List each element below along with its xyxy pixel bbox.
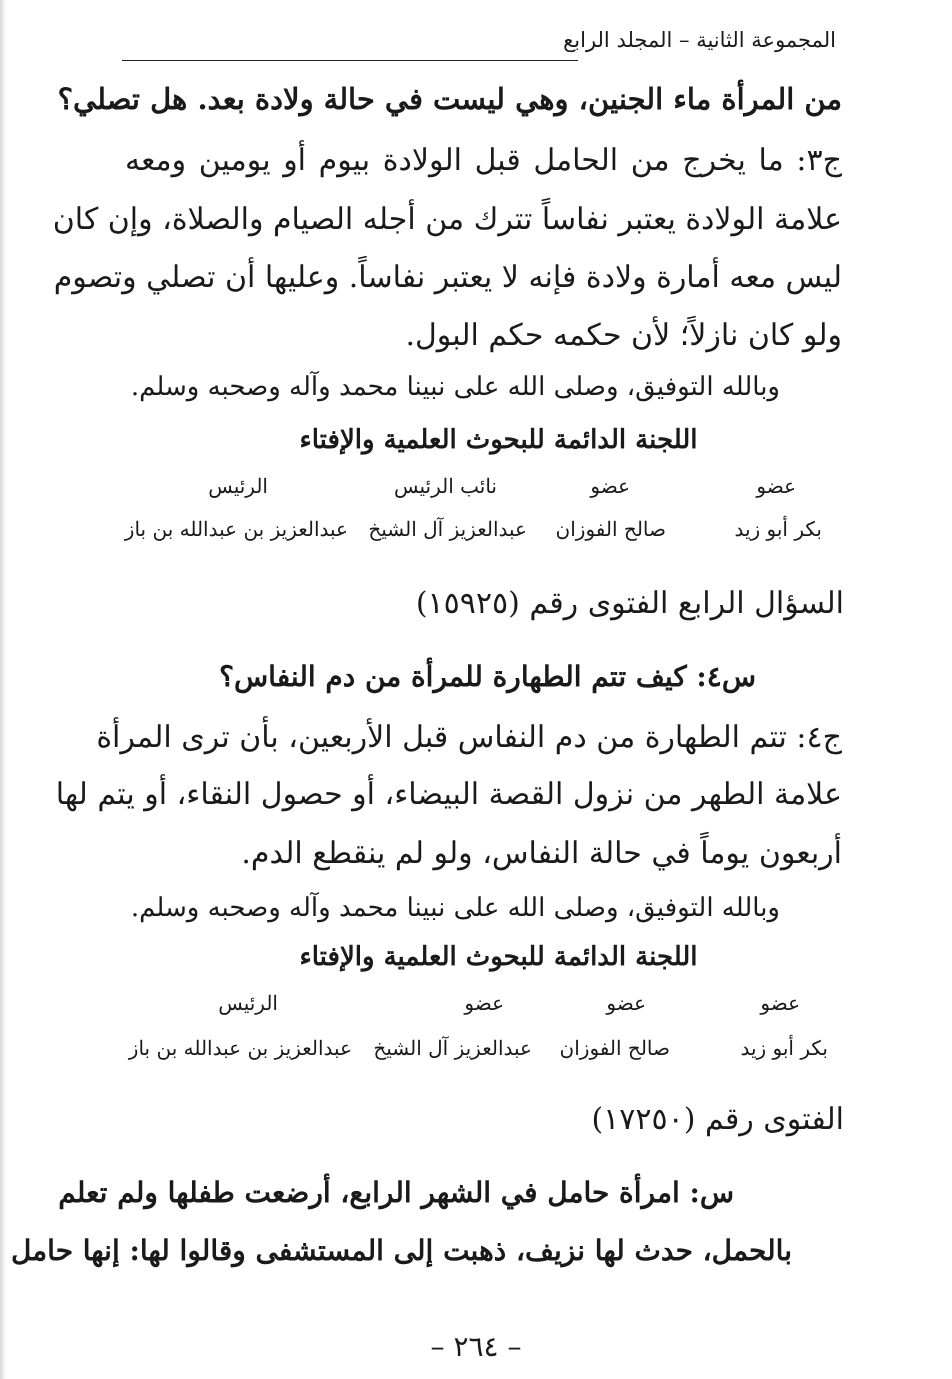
sig1-role-4: الرئيس [208,474,268,498]
sig2-name-2: صالح الفوزان [559,1036,670,1060]
sig2-role-4: الرئيس [218,991,278,1015]
committee-1: اللجنة الدائمة للبحوث العلمية والإفتاء [299,425,698,455]
question-5-line-2: بالحمل، حدث لها نزيف، ذهبت إلى المستشفى وقالوا لها: إنها حامل [10,1234,792,1267]
answer-3-line-2: علامة الولادة يعتبر نفاساً تترك من أجله الصيام والصلاة، وإن كان [52,202,842,237]
sig2-role-1: عضو [760,991,800,1015]
question-5-line-1: س: امرأة حامل في الشهر الرابع، أرضعت طفلها ولم تعلم [58,1176,734,1209]
answer-4-line-2: علامة الطهر من نزول القصة البيضاء، أو حصول النقاء، أو يتم لها [55,777,842,812]
sig1-role-1: عضو [756,474,796,498]
sig1-name-3: عبدالعزيز آل الشيخ [368,517,527,541]
sig1-name-1: بكر أبو زيد [734,517,822,541]
page-number: – ٢٦٤ – [430,1330,522,1363]
sig1-name-2: صالح الفوزان [555,517,666,541]
sig2-name-1: بكر أبو زيد [740,1036,828,1060]
sig1-role-2: عضو [590,474,630,498]
page-edge-shadow [0,0,6,1379]
sig2-role-2: عضو [606,991,646,1015]
closing-1: وبالله التوفيق، وصلى الله على نبينا محمد وآله وصحبه وسلم. [130,372,780,402]
committee-2: اللجنة الدائمة للبحوث العلمية والإفتاء [299,942,698,972]
sig2-name-4: عبدالعزيز بن عبدالله بن باز [128,1036,352,1060]
fatwa-reference-15925: السؤال الرابع الفتوى رقم (١٥٩٢٥) [415,586,844,621]
answer-4-line-1: ج٤: تتم الطهارة من دم النفاس قبل الأربعين، بأن ترى المرأة [96,720,842,755]
answer-3-line-3: ليس معه أمارة ولادة فإنه لا يعتبر نفاساً. وعليها أن تصلي وتصوم [53,260,842,295]
sig1-name-4: عبدالعزيز بن عبدالله بن باز [124,517,348,541]
closing-2: وبالله التوفيق، وصلى الله على نبينا محمد وآله وصحبه وسلم. [130,893,780,923]
question-4: س٤: كيف تتم الطهارة للمرأة من دم النفاس؟ [219,660,756,693]
sig1-role-3: نائب الرئيس [393,474,497,498]
answer-3-line-4: ولو كان نازلاً؛ لأن حكمه حكم البول. [405,318,842,353]
header-rule [122,60,578,61]
answer-4-line-3: أربعون يوماً في حالة النفاس، ولو لم ينقطع الدم. [241,836,842,871]
fatwa-reference-17250: الفتوى رقم (١٧٢٥٠) [591,1102,844,1137]
sig2-name-3: عبدالعزيز آل الشيخ [373,1036,532,1060]
question-3-tail: من المرأة ماء الجنين، وهي ليست في حالة ولادة بعد. هل تصلي؟ [57,82,842,116]
running-header: المجموعة الثانية – المجلد الرابع [563,28,836,52]
answer-3-line-1: ج٣: ما يخرج من الحامل قبل الولادة بيوم أو يومين ومعه [125,143,842,178]
sig2-role-3: عضو [464,991,504,1015]
